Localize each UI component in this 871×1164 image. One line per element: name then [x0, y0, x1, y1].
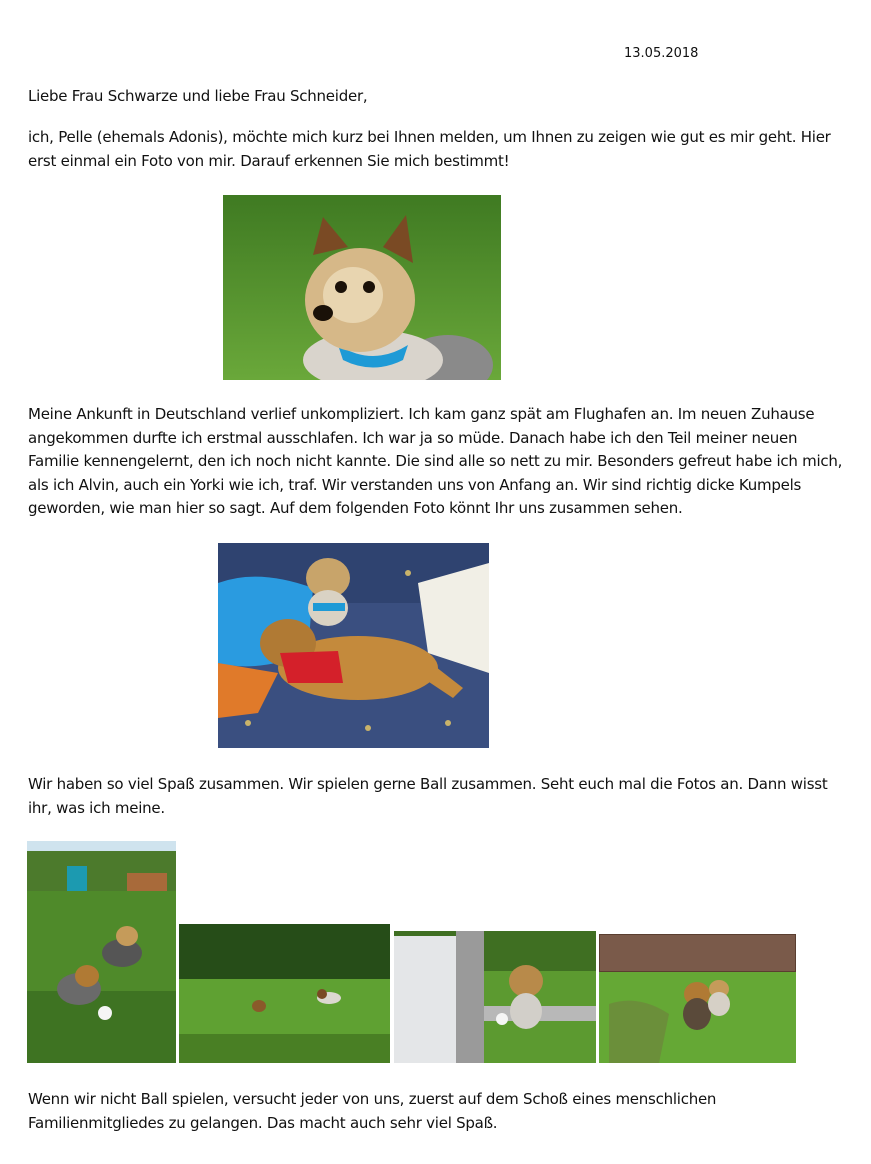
photo-garden-4 — [599, 934, 796, 1063]
photo-garden-1 — [27, 841, 176, 1063]
paragraph-play: Wir haben so viel Spaß zusammen. Wir spielen gerne Ball zusammen. Seht euch mal die Fotos an. Dann wisst ihr, was ich meine. — [28, 775, 828, 817]
photo-pelle-portrait — [223, 195, 501, 380]
salutation: Liebe Frau Schwarze und liebe Frau Schneider, — [28, 87, 368, 105]
photo-pelle-alvin-sofa — [218, 543, 489, 748]
paragraph-arrival: Meine Ankunft in Deutschland verlief unkompliziert. Ich kam ganz spät am Flughafen an. Im neuen Zuhause angekommen durfte ich erstmal ausschlafen. Ich war ja so müde. Danach habe ich den Teil meiner neuen Familie kennengelernt, den ich noch nicht kannte. Die sind alle so nett zu mir. Besonders gefreut habe ich mich, als ich Alvin, auch ein Yorki wie ich, traf. Wir verstanden uns von Anfang an. Wir sind richtig dicke Kumpels geworden, wie man hier so sagt. Auf dem folgenden Foto könnt Ihr uns zusammen sehen. — [28, 405, 843, 517]
photo-garden-2 — [179, 924, 390, 1063]
letter-date: 13.05.2018 — [624, 46, 699, 61]
paragraph-intro: ich, Pelle (ehemals Adonis), möchte mich kurz bei Ihnen melden, um Ihnen zu zeigen wie gut es mir geht. Hier erst einmal ein Foto von mir. Darauf erkennen Sie mich bestimmt! — [28, 128, 831, 170]
photo-garden-3 — [394, 931, 596, 1063]
paragraph-lap: Wenn wir nicht Ball spielen, versucht jeder von uns, zuerst auf dem Schoß eines menschlichen Familienmitgliedes zu gelangen. Das macht auch sehr viel Spaß. — [28, 1090, 717, 1132]
